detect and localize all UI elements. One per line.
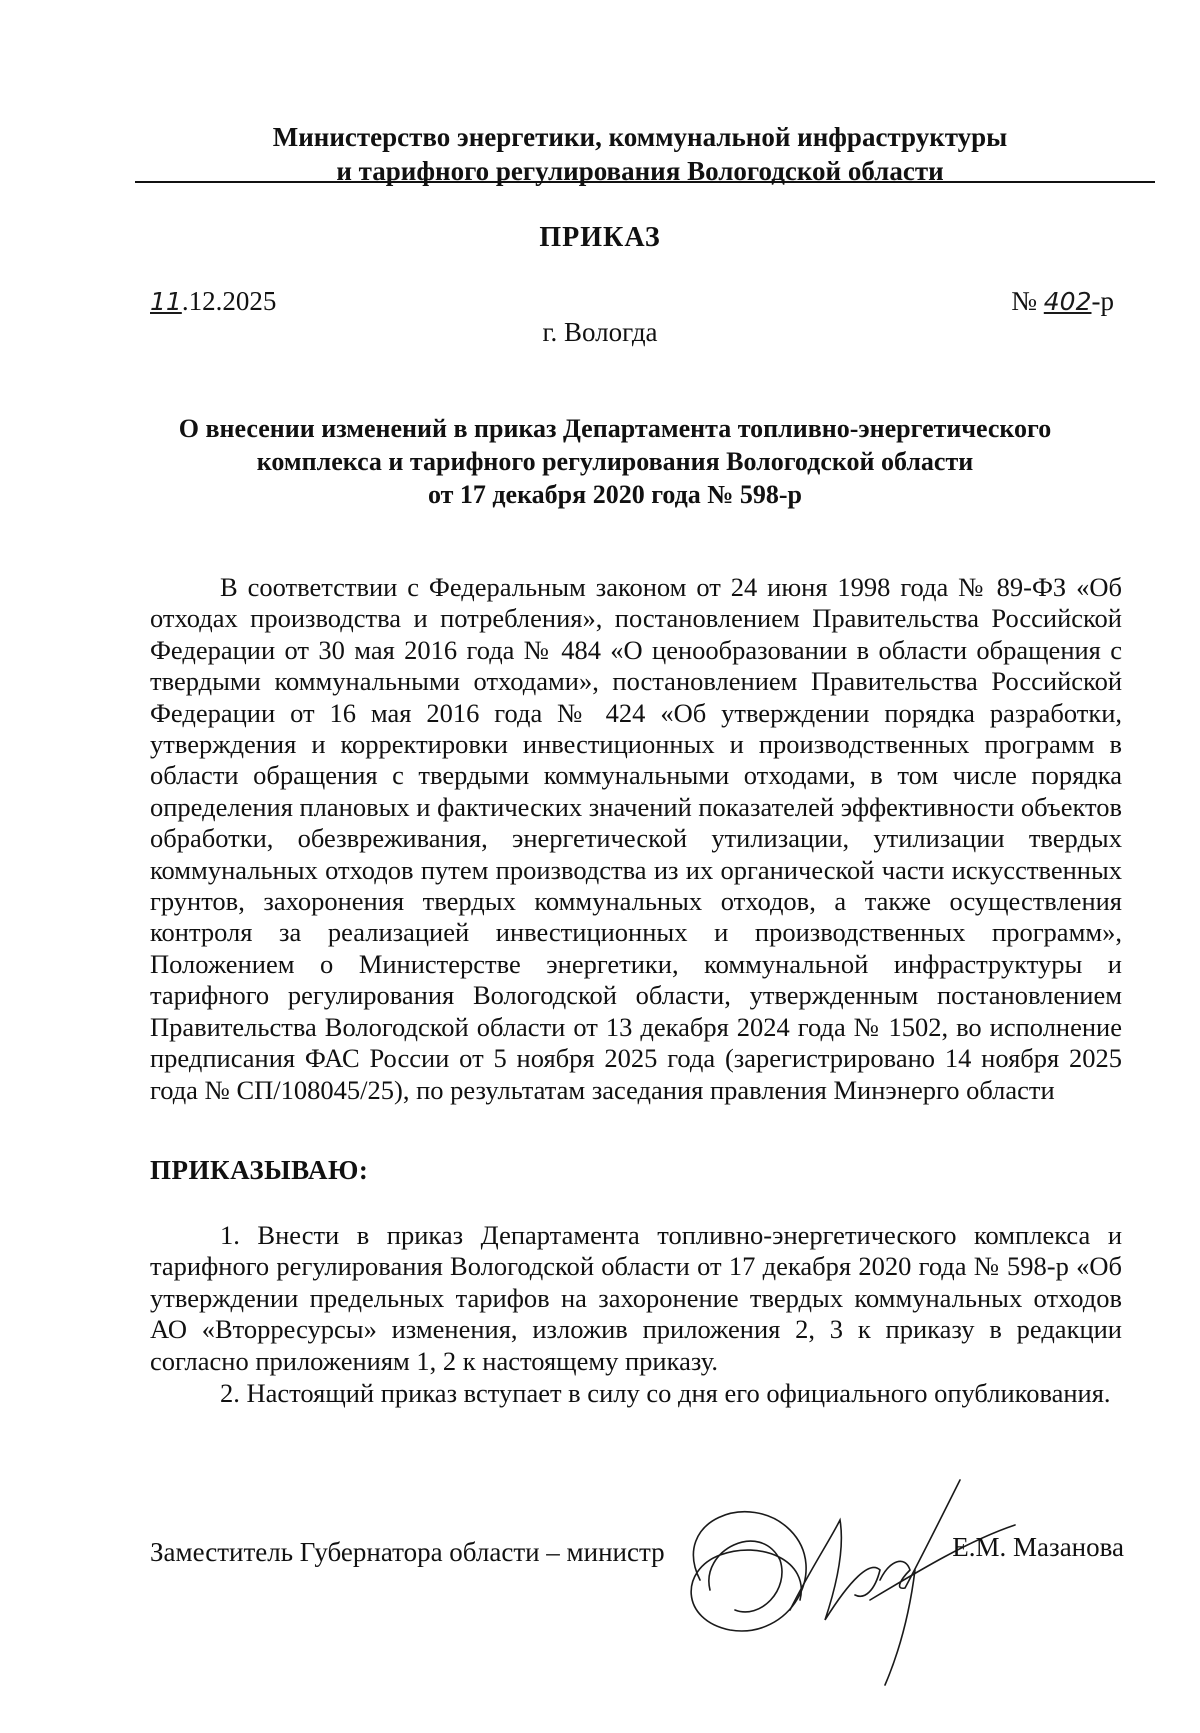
subject-line-1: О внесении изменений в приказ Департамента топливно-энергетического xyxy=(178,414,1052,443)
handwritten-signature xyxy=(640,1460,1020,1700)
ministry-line-1: Министерство энергетики, коммунальной инфраструктуры xyxy=(272,122,1008,152)
document-number xyxy=(1011,286,1114,317)
header-divider xyxy=(135,181,1155,183)
document-city: г. Вологда xyxy=(542,317,658,347)
date-day-handwritten: 11 xyxy=(150,287,182,316)
signer-name: Е.М. Мазанова xyxy=(952,1532,1124,1562)
orders-heading: ПРИКАЗЫВАЮ: xyxy=(150,1155,369,1185)
number-suffix: -р xyxy=(1091,286,1114,316)
number-handwritten: 402 xyxy=(1043,287,1092,316)
order-item-1: 1. Внести в приказ Департамента топливно-энергетического комплекса и тарифного регулирования Вологодской области от 17 декабря 2020 года № 598-р «Об утверждении предельных тарифов на захоронение твердых коммунальных отходов АО «Вторресурсы» изменения, изложив приложения 2, 3 к приказу в редакции согласно приложениям 1, 2 к настоящему приказу. xyxy=(150,1220,1122,1376)
ministry-header xyxy=(140,120,1140,188)
signer-title: Заместитель Губернатора области – министр xyxy=(150,1537,665,1567)
document-title: ПРИКАЗ xyxy=(539,222,661,253)
subject-line-2: комплекса и тарифного регулирования Вологодской области xyxy=(256,447,974,476)
preamble-paragraph: В соответствии с Федеральным законом от 24 июня 1998 года № 89-ФЗ «Об отходах производства и потребления», постановлением Правительства Российской Федерации от 30 мая 2016 года № 484 «О ценообразовании в области обращения с твердыми коммунальными отходами», постановлением Правительства Российской Федерации от 16 мая 2016 года № 424 «Об утверждении порядка разработки, утверждения и корректировки инвестиционных и производственных программ в области обращения с твердыми коммунальными отходами, в том числе порядка определения плановых и фактических значений показателей эффективности объектов обработки, обезвреживания, энергетической утилизации, утилизации твердых коммунальных отходов путем производства из их органической части искусственных грунтов, захоронения твердых коммунальных отходов, а также осуществления контроля за реализацией инвестиционных и производственных программ», Положением о Министерстве энергетики, коммунальной инфраструктуры и тарифного регулирования Вологодской области, утвержденным постановлением Правительства Вологодской области от 13 декабря 2024 года № 1502, во исполнение предписания ФАС России от 5 ноября 2025 года (зарегистрировано 14 ноября 2025 года № СП/108045/25), по результатам заседания правления Минэнерго области xyxy=(150,572,1122,1105)
date-rest: .12.2025 xyxy=(181,286,277,316)
document-date xyxy=(150,286,276,317)
document-subject xyxy=(140,412,1090,511)
order-item-2: 2. Настоящий приказ вступает в силу со дня его официального опубликования. xyxy=(220,1378,1111,1408)
ministry-line-2: и тарифного регулирования Вологодской области xyxy=(336,156,944,186)
subject-line-3: от 17 декабря 2020 года № 598-р xyxy=(427,480,803,509)
number-prefix: № xyxy=(1011,286,1044,316)
